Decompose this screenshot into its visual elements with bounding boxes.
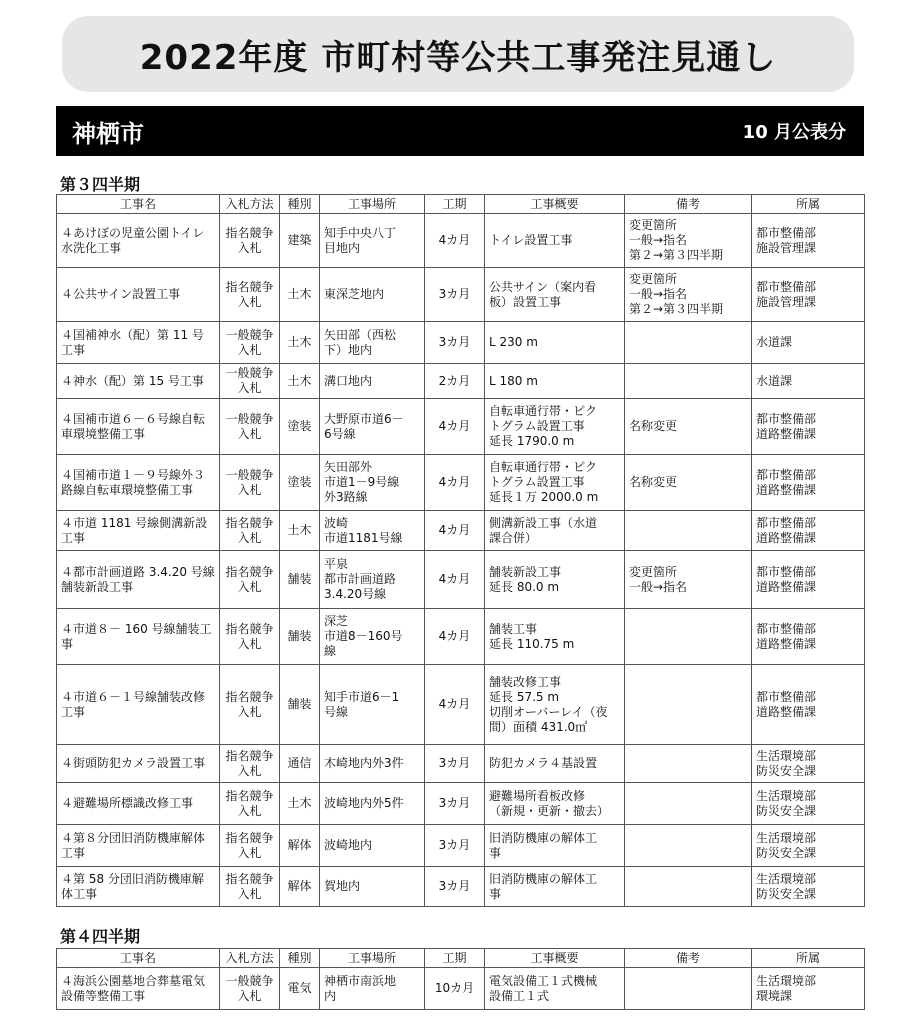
work-period: 4カ月 (425, 511, 485, 551)
work-type: 電気 (280, 968, 320, 1010)
project-name: ４あけぼの児童公園トイレ水洗化工事 (57, 214, 220, 268)
work-location: 平泉 都市計画道路 3.4.20号線 (320, 551, 425, 609)
work-period: 4カ月 (425, 551, 485, 609)
project-name: ４避難場所標識改修工事 (57, 783, 220, 825)
col-header-kind: 種別 (280, 195, 320, 214)
work-type: 舗装 (280, 551, 320, 609)
work-location: 矢田部外 市道1－9号線 外3路線 (320, 455, 425, 511)
col-header-name: 工事名 (57, 195, 220, 214)
bid-method: 指名競争 入札 (220, 551, 280, 609)
project-name: ４第８分団旧消防機庫解体工事 (57, 825, 220, 867)
work-location: 木崎地内外3件 (320, 745, 425, 783)
work-type: 塗装 (280, 455, 320, 511)
bid-method: 指名競争 入札 (220, 609, 280, 665)
remarks (625, 825, 752, 867)
table-row (57, 745, 865, 783)
work-type: 土木 (280, 364, 320, 399)
table-row (57, 455, 865, 511)
work-location: 東深芝地内 (320, 268, 425, 322)
table-row (57, 825, 865, 867)
work-period: 2カ月 (425, 364, 485, 399)
work-summary: 側溝新設工事（水道 課合併） (485, 511, 625, 551)
remarks: 変更箇所 一般→指名 第２→第３四半期 (625, 214, 752, 268)
table-row (57, 968, 865, 1010)
work-summary: 電気設備工１式機械 設備工１式 (485, 968, 625, 1010)
project-name: ４都市計画道路 3.4.20 号線舗装新設工事 (57, 551, 220, 609)
bid-method: 一般競争 入札 (220, 364, 280, 399)
work-location: 知手中央八丁 目地内 (320, 214, 425, 268)
quarter-4-heading: 第４四半期 (60, 927, 141, 946)
remarks: 名称変更 (625, 455, 752, 511)
work-period: 4カ月 (425, 399, 485, 455)
department: 都市整備部 道路整備課 (752, 511, 865, 551)
city-name: 神栖市 (72, 119, 144, 148)
work-summary: 自転車通行帯・ピク トグラム設置工事 延長 1790.0 m (485, 399, 625, 455)
department: 都市整備部 施設管理課 (752, 268, 865, 322)
work-period: 3カ月 (425, 867, 485, 907)
work-period: 4カ月 (425, 665, 485, 745)
work-location: 大野原市道6－ 6号線 (320, 399, 425, 455)
work-period: 4カ月 (425, 609, 485, 665)
bid-method: 指名競争 入札 (220, 268, 280, 322)
work-summary: 舗装新設工事 延長 80.0 m (485, 551, 625, 609)
remarks (625, 665, 752, 745)
work-period: 4カ月 (425, 455, 485, 511)
work-type: 土木 (280, 322, 320, 364)
bid-method: 指名競争 入札 (220, 745, 280, 783)
work-summary: トイレ設置工事 (485, 214, 625, 268)
department: 都市整備部 道路整備課 (752, 665, 865, 745)
work-location: 波崎地内外5件 (320, 783, 425, 825)
project-name: ４市道８－ 160 号線舗装工事 (57, 609, 220, 665)
project-name: ４公共サイン設置工事 (57, 268, 220, 322)
project-name: ４市道６－１号線舗装改修工事 (57, 665, 220, 745)
work-summary: 旧消防機庫の解体工 事 (485, 825, 625, 867)
remarks (625, 322, 752, 364)
table-row (57, 268, 865, 322)
work-location: 賀地内 (320, 867, 425, 907)
work-type: 建築 (280, 214, 320, 268)
col-header-bid: 入札方法 (220, 195, 280, 214)
table-row (57, 783, 865, 825)
remarks (625, 609, 752, 665)
work-summary: 避難場所看板改修 （新規・更新・撤去） (485, 783, 625, 825)
col-header-place: 工事場所 (320, 949, 425, 968)
department: 都市整備部 道路整備課 (752, 399, 865, 455)
work-period: 3カ月 (425, 783, 485, 825)
work-location: 矢田部（西松 下）地内 (320, 322, 425, 364)
work-summary: 舗装改修工事 延長 57.5 m 切削オーバーレイ（夜 間）面積 431.0㎡ (485, 665, 625, 745)
work-type: 解体 (280, 867, 320, 907)
col-header-summary: 工事概要 (485, 949, 625, 968)
department: 生活環境部 防災安全課 (752, 745, 865, 783)
remarks: 変更箇所 一般→指名 第２→第３四半期 (625, 268, 752, 322)
city-header-bar (56, 106, 864, 156)
bid-method: 指名競争 入札 (220, 511, 280, 551)
department: 水道課 (752, 364, 865, 399)
q3-projects-table (56, 194, 865, 907)
col-header-period: 工期 (425, 949, 485, 968)
quarter-3-heading: 第３四半期 (60, 175, 141, 194)
table-row (57, 511, 865, 551)
department: 都市整備部 道路整備課 (752, 609, 865, 665)
work-period: 3カ月 (425, 322, 485, 364)
work-period: 4カ月 (425, 214, 485, 268)
work-summary: 旧消防機庫の解体工 事 (485, 867, 625, 907)
remarks (625, 511, 752, 551)
work-location: 波崎地内 (320, 825, 425, 867)
work-type: 土木 (280, 268, 320, 322)
work-summary: 自転車通行帯・ピク トグラム設置工事 延長１万 2000.0 m (485, 455, 625, 511)
department: 水道課 (752, 322, 865, 364)
remarks (625, 364, 752, 399)
bid-method: 一般競争 入札 (220, 968, 280, 1010)
project-name: ４市道 1181 号線側溝新設工事 (57, 511, 220, 551)
work-period: 10カ月 (425, 968, 485, 1010)
bid-method: 指名競争 入札 (220, 783, 280, 825)
department: 生活環境部 防災安全課 (752, 783, 865, 825)
department: 都市整備部 道路整備課 (752, 551, 865, 609)
col-header-dept: 所属 (752, 195, 865, 214)
project-name: ４国補市道６－６号線自転車環境整備工事 (57, 399, 220, 455)
remarks (625, 968, 752, 1010)
col-header-period: 工期 (425, 195, 485, 214)
work-location: 深芝 市道8－160号 線 (320, 609, 425, 665)
col-header-bid: 入札方法 (220, 949, 280, 968)
work-summary: 公共サイン（案内看 板）設置工事 (485, 268, 625, 322)
work-period: 3カ月 (425, 268, 485, 322)
q4-projects-table (56, 948, 865, 1010)
table-header-row (57, 195, 865, 214)
work-type: 土木 (280, 511, 320, 551)
work-type: 舗装 (280, 665, 320, 745)
publication-label: 10 月公表分 (742, 122, 846, 143)
project-name: ４神水（配）第 15 号工事 (57, 364, 220, 399)
project-name: ４第 58 分団旧消防機庫解体工事 (57, 867, 220, 907)
work-summary: 舗装工事 延長 110.75 m (485, 609, 625, 665)
work-summary: L 230 m (485, 322, 625, 364)
col-header-note: 備考 (625, 195, 752, 214)
col-header-place: 工事場所 (320, 195, 425, 214)
page-title: 2022年度 市町村等公共工事発注見通し (62, 16, 854, 92)
bid-method: 指名競争 入札 (220, 214, 280, 268)
table-header-row (57, 949, 865, 968)
work-summary: L 180 m (485, 364, 625, 399)
remarks: 名称変更 (625, 399, 752, 455)
work-summary: 防犯カメラ４基設置 (485, 745, 625, 783)
work-location: 波崎 市道1181号線 (320, 511, 425, 551)
bid-method: 一般競争 入札 (220, 455, 280, 511)
project-name: ４海浜公園墓地合葬墓電気設備等整備工事 (57, 968, 220, 1010)
department: 生活環境部 環境課 (752, 968, 865, 1010)
table-row (57, 214, 865, 268)
department: 都市整備部 道路整備課 (752, 455, 865, 511)
department: 都市整備部 施設管理課 (752, 214, 865, 268)
work-type: 土木 (280, 783, 320, 825)
table-row (57, 364, 865, 399)
col-header-summary: 工事概要 (485, 195, 625, 214)
bid-method: 指名競争 入札 (220, 825, 280, 867)
work-location: 神栖市南浜地 内 (320, 968, 425, 1010)
project-name: ４国補市道１－９号線外３路線自転車環境整備工事 (57, 455, 220, 511)
col-header-note: 備考 (625, 949, 752, 968)
table-row (57, 322, 865, 364)
bid-method: 一般競争 入札 (220, 322, 280, 364)
project-name: ４国補神水（配）第 11 号工事 (57, 322, 220, 364)
work-period: 3カ月 (425, 745, 485, 783)
remarks (625, 745, 752, 783)
department: 生活環境部 防災安全課 (752, 825, 865, 867)
work-type: 解体 (280, 825, 320, 867)
work-period: 3カ月 (425, 825, 485, 867)
table-row (57, 399, 865, 455)
table-row (57, 551, 865, 609)
col-header-kind: 種別 (280, 949, 320, 968)
table-row (57, 867, 865, 907)
work-type: 塗装 (280, 399, 320, 455)
work-type: 舗装 (280, 609, 320, 665)
work-location: 溝口地内 (320, 364, 425, 399)
department: 生活環境部 防災安全課 (752, 867, 865, 907)
work-type: 通信 (280, 745, 320, 783)
bid-method: 指名競争 入札 (220, 867, 280, 907)
work-location: 知手市道6－1 号線 (320, 665, 425, 745)
bid-method: 一般競争 入札 (220, 399, 280, 455)
table-row (57, 609, 865, 665)
table-row (57, 665, 865, 745)
bid-method: 指名競争 入札 (220, 665, 280, 745)
col-header-dept: 所属 (752, 949, 865, 968)
project-name: ４街頭防犯カメラ設置工事 (57, 745, 220, 783)
col-header-name: 工事名 (57, 949, 220, 968)
remarks (625, 783, 752, 825)
remarks (625, 867, 752, 907)
remarks: 変更箇所 一般→指名 (625, 551, 752, 609)
